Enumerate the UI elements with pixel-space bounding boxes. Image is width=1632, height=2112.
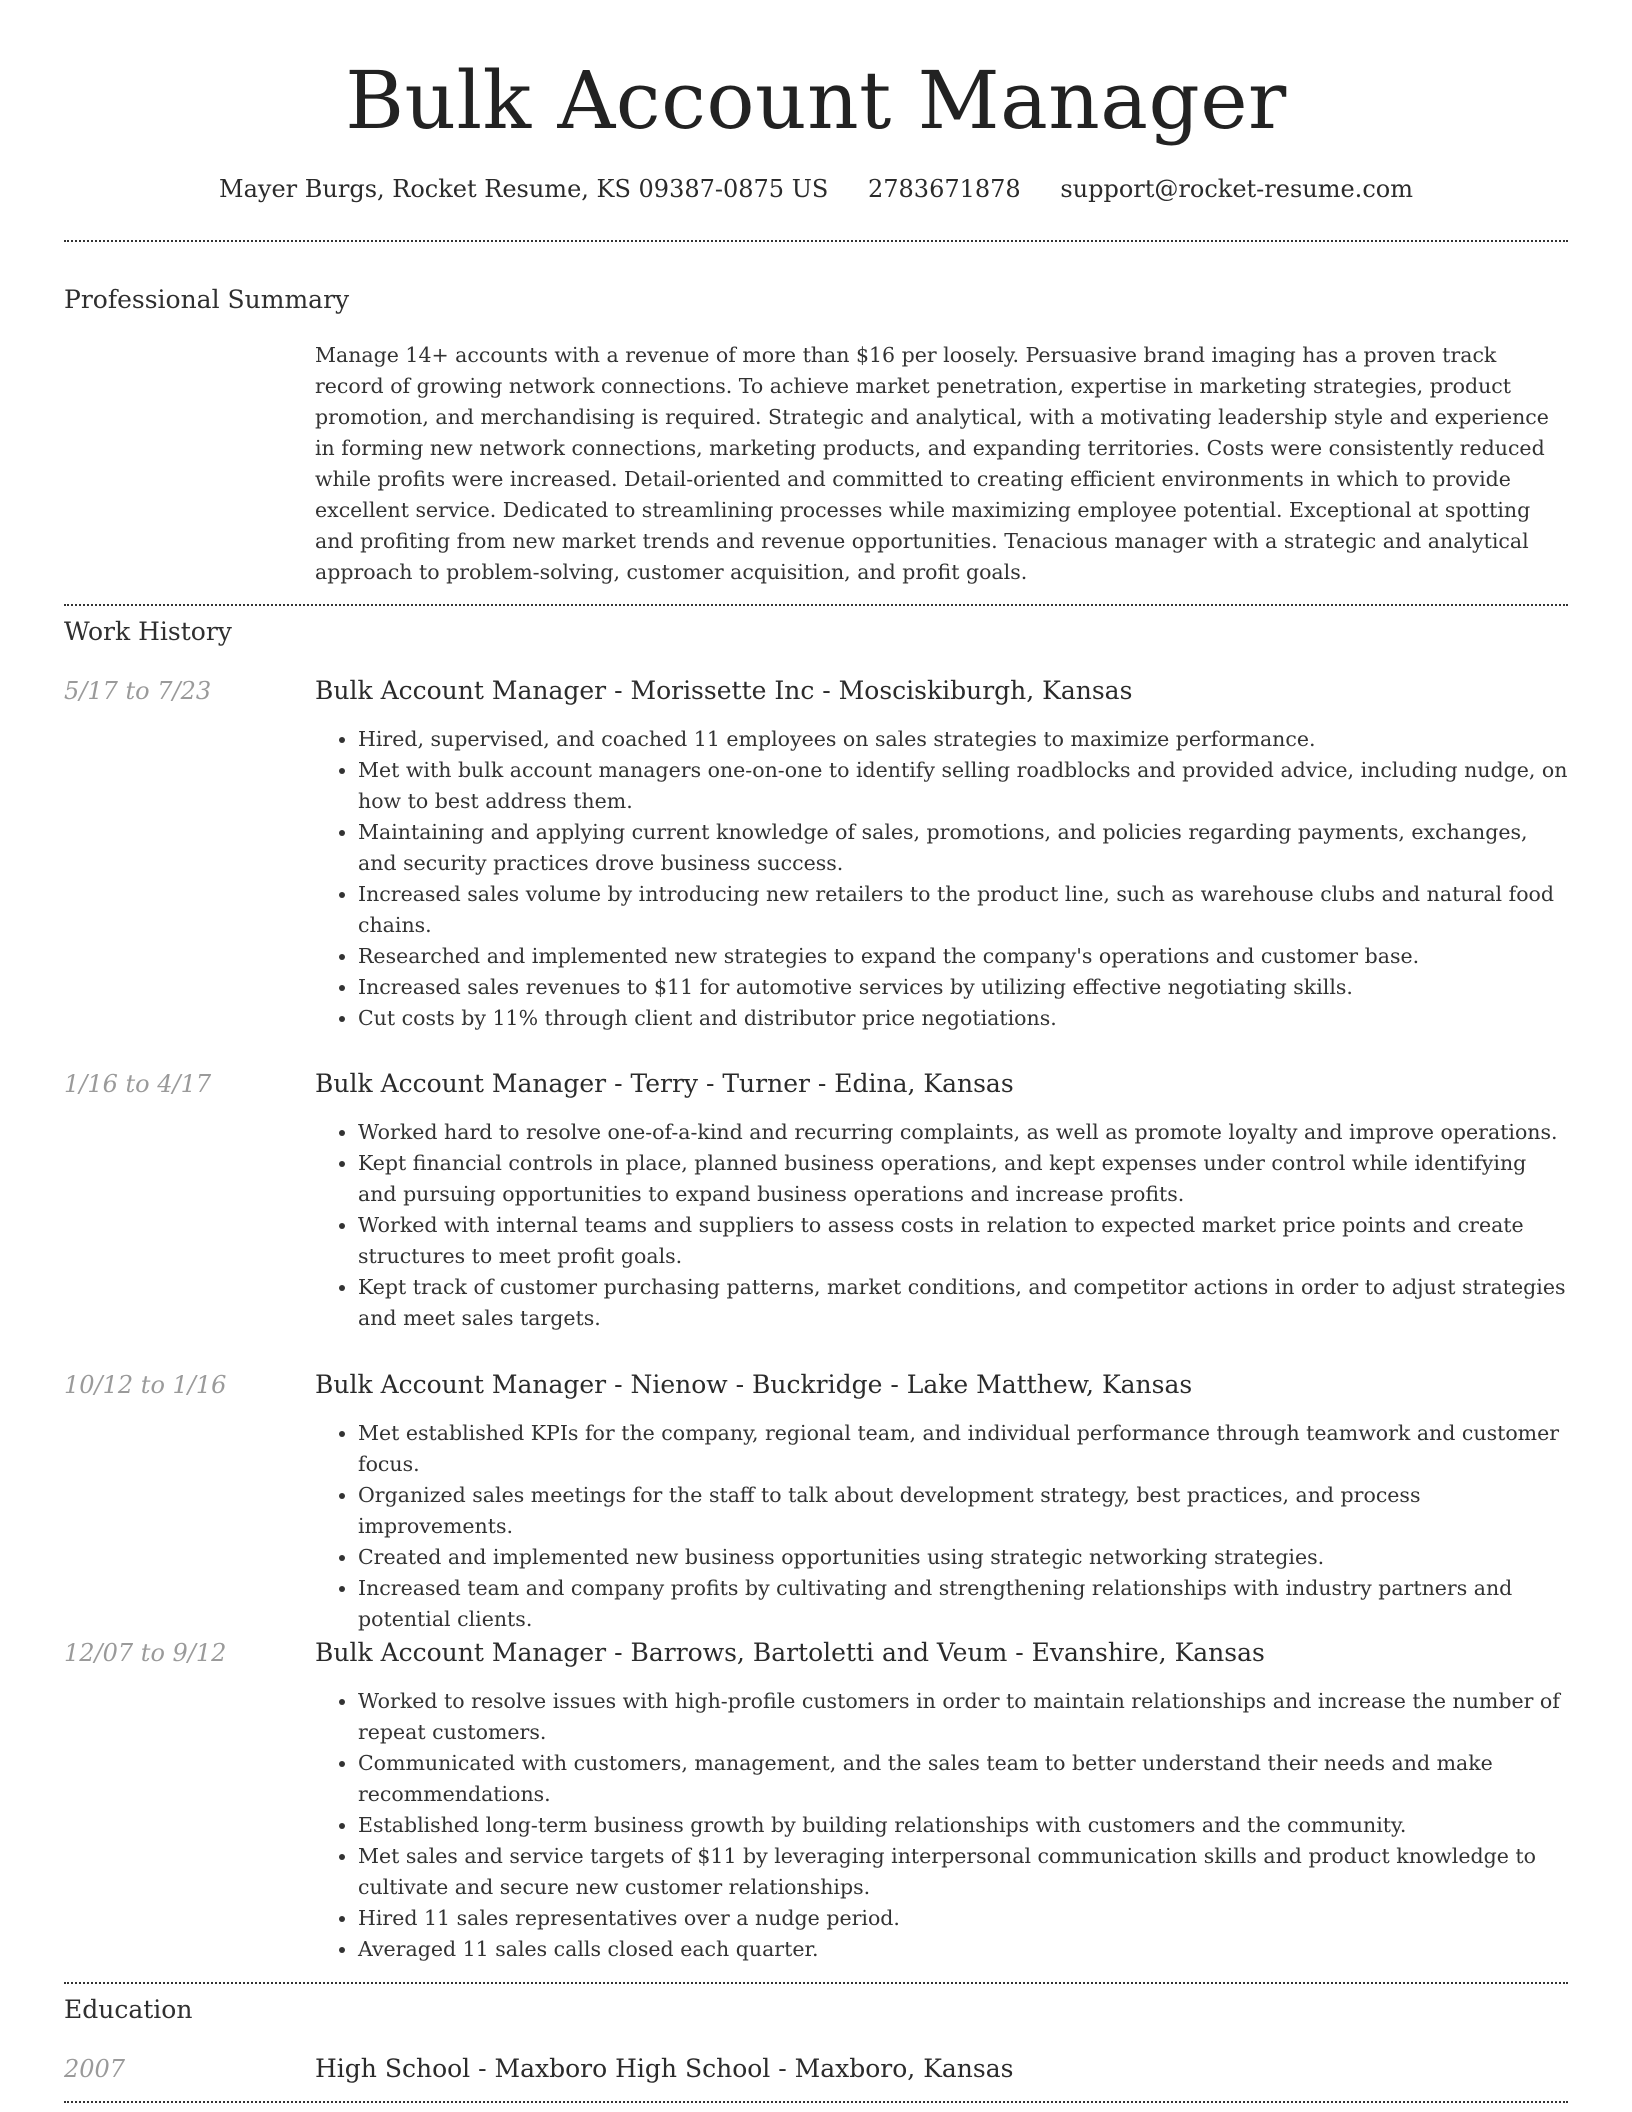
education-year: 2007 <box>64 2055 126 2083</box>
list-item: • Met sales and service targets of $11 by leveraging interpersonal communication skills and product knowledge to cultivate and secure new customer relationships. <box>358 1841 1568 1903</box>
divider <box>64 1982 1568 1984</box>
job-dates: 10/12 to 1/16 <box>64 1371 227 1399</box>
resume-name: Bulk Account Manager <box>345 54 1287 147</box>
list-item: • Averaged 11 sales calls closed each quarter. <box>358 1934 1568 1965</box>
divider <box>64 240 1568 242</box>
section-title-work: Work History <box>64 617 232 646</box>
list-item: • Created and implemented new business opportunities using strategic networking strategies. <box>358 1542 1568 1573</box>
contact-address: Mayer Burgs, Rocket Resume, KS 09387-0875 US <box>219 175 829 203</box>
list-item: • Increased sales revenues to $11 for automotive services by utilizing effective negotiating skills. <box>358 972 1568 1003</box>
contact-line <box>0 172 1632 206</box>
list-item: • Increased sales volume by introducing new retailers to the product line, such as warehouse clubs and natural food chains. <box>358 879 1568 941</box>
summary-text: Manage 14+ accounts with a revenue of more than $16 per loosely. Persuasive brand imaging has a proven track record of growing network connections. To achieve market penetration, expertise in marketing strategies, product promotion, and merchandising is required. Strategic and analytical, with a motivating leadership style and experience in forming new network connections, marketing products, and expanding territories. Costs were consistently reduced while profits were increased. Detail-oriented and committed to creating efficient environments in which to provide excellent service. Dedicated to streamlining processes while maximizing employee potential. Exceptional at spotting and profiting from new market trends and revenue opportunities. Tenacious manager with a strategic and analytical approach to problem-solving, customer acquisition, and profit goals. <box>315 343 1549 584</box>
job-title: Bulk Account Manager - Barrows, Bartoletti and Veum - Evanshire, Kansas <box>315 1638 1265 1667</box>
section-title-summary: Professional Summary <box>64 285 350 314</box>
list-item: • Kept track of customer purchasing patterns, market conditions, and competitor actions in order to adjust strategies and meet sales targets. <box>358 1272 1568 1334</box>
education-title: High School - Maxboro High School - Maxboro, Kansas <box>315 2054 1014 2083</box>
list-item: • Cut costs by 11% through client and distributor price negotiations. <box>358 1003 1568 1034</box>
list-item: • Organized sales meetings for the staff to talk about development strategy, best practices, and process improvements. <box>358 1480 1568 1542</box>
divider <box>64 2101 1568 2103</box>
list-item: • Worked to resolve issues with high-profile customers in order to maintain relationships and increase the number of repeat customers. <box>358 1686 1568 1748</box>
divider <box>64 604 1568 606</box>
list-item: • Communicated with customers, management, and the sales team to better understand their needs and make recommendations. <box>358 1748 1568 1810</box>
list-item: • Researched and implemented new strategies to expand the company's operations and customer base. <box>358 941 1568 972</box>
list-item: • Kept financial controls in place, planned business operations, and kept expenses under control while identifying and pursuing opportunities to expand business operations and increase profits. <box>358 1148 1568 1210</box>
job-title: Bulk Account Manager - Morissette Inc - Mosciskiburgh, Kansas <box>315 676 1133 705</box>
job-dates: 12/07 to 9/12 <box>64 1639 227 1667</box>
list-item: • Met established KPIs for the company, regional team, and individual performance through teamwork and customer focus. <box>358 1418 1568 1480</box>
list-item: • Worked with internal teams and suppliers to assess costs in relation to expected market price points and create structures to meet profit goals. <box>358 1210 1568 1272</box>
job-title: Bulk Account Manager - Nienow - Buckridge - Lake Matthew, Kansas <box>315 1370 1193 1399</box>
job-dates: 1/16 to 4/17 <box>64 1070 212 1098</box>
list-item: • Hired, supervised, and coached 11 employees on sales strategies to maximize performance. <box>358 724 1568 755</box>
job-bullets <box>315 724 1568 1034</box>
job-title: Bulk Account Manager - Terry - Turner - Edina, Kansas <box>315 1069 1014 1098</box>
job-bullets <box>315 1686 1568 1965</box>
list-item: • Met with bulk account managers one-on-one to identify selling roadblocks and provided advice, including nudge, on how to best address them. <box>358 755 1568 817</box>
contact-email: support@rocket-resume.com <box>1060 175 1413 203</box>
list-item: • Hired 11 sales representatives over a nudge period. <box>358 1903 1568 1934</box>
job-bullets <box>315 1418 1568 1635</box>
list-item: • Established long-term business growth by building relationships with customers and the community. <box>358 1810 1568 1841</box>
contact-phone: 2783671878 <box>868 175 1021 203</box>
list-item: • Increased team and company profits by cultivating and strengthening relationships with industry partners and potential clients. <box>358 1573 1568 1635</box>
list-item: • Maintaining and applying current knowledge of sales, promotions, and policies regarding payments, exchanges, and security practices drove business success. <box>358 817 1568 879</box>
list-item: • Worked hard to resolve one-of-a-kind and recurring complaints, as well as promote loyalty and improve operations. <box>358 1117 1568 1148</box>
job-bullets <box>315 1117 1568 1334</box>
section-title-education: Education <box>64 1995 193 2024</box>
job-dates: 5/17 to 7/23 <box>64 677 212 705</box>
